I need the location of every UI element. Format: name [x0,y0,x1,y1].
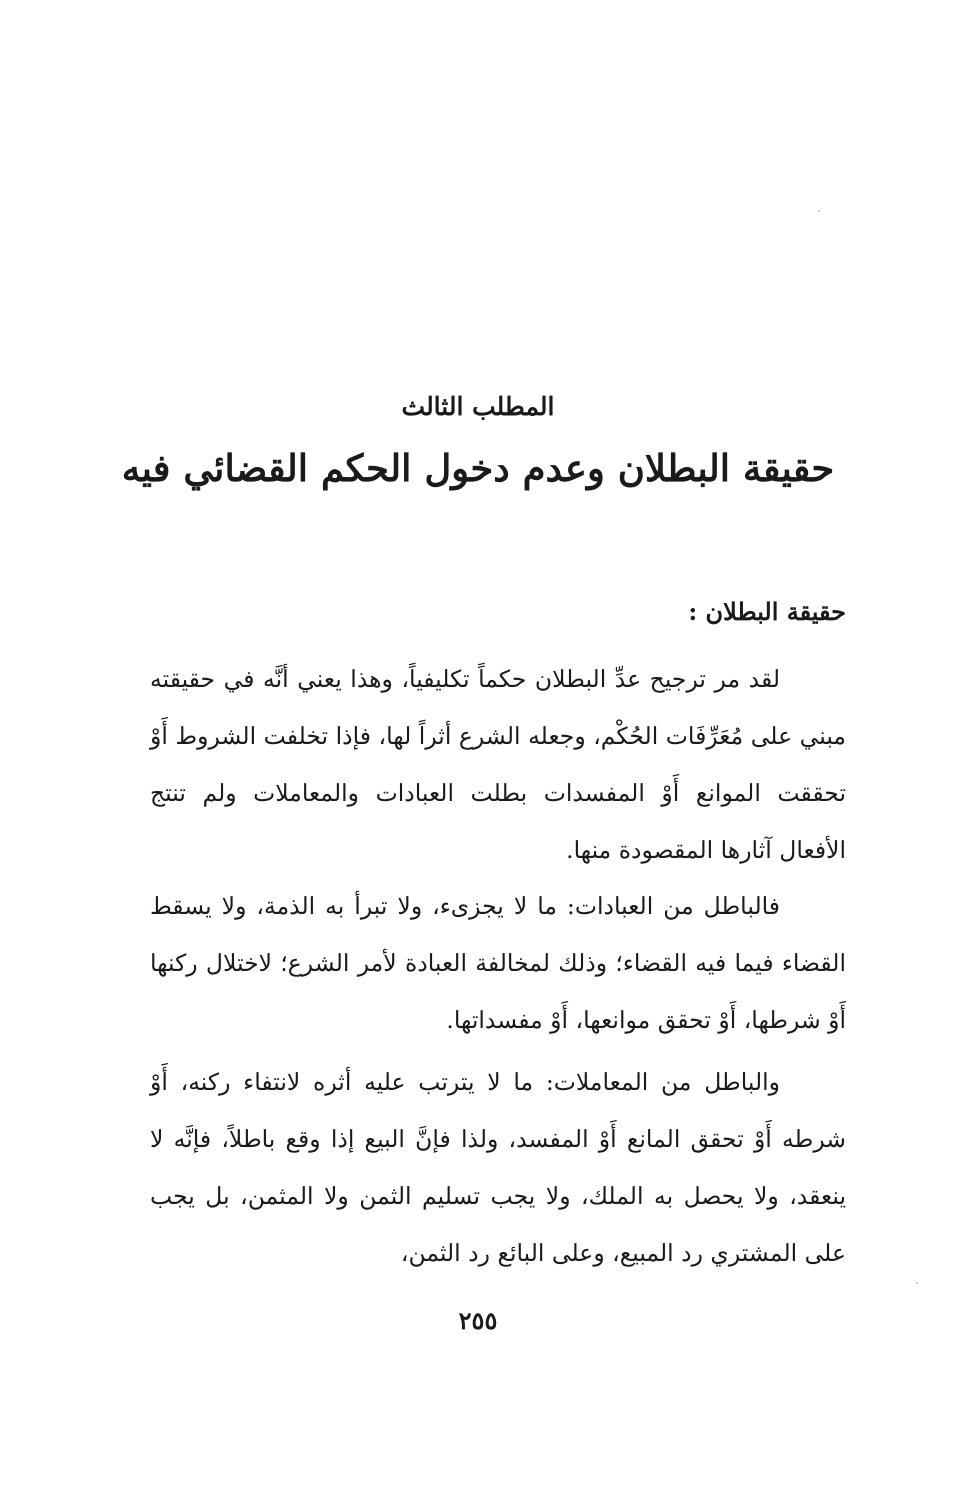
subheading: حقيقة البطلان : [688,597,846,626]
paragraph: والباطل من المعاملات: ما لا يترتب عليه أثره لانتفاء ركنه، أَوْ شرطه أَوْ تحقق المانع أَوْ المفسد، ولذا فإنَّ البيع إذا وقع باطلاً، فإنَّه لا ينعقد، ولا يحصل به الملك، ولا يجب تسليم الثمن ولا المثمن، بل يجب على المشتري رد المبيع، وعلى البائع رد الثمن، [150,1068,846,1267]
paragraph-2-block [150,878,846,1049]
scan-speck [818,210,820,212]
paragraph-1-block [150,651,846,879]
paragraph: لقد مر ترجيح عدِّ البطلان حكماً تكليفياً، وهذا يعني أنَّه في حقيقته مبني على مُعَرِّفَات الحُكْم، وجعله الشرع أثراً لها، فإذا تخلفت الشروط أَوْ تحققت الموانع أَوْ المفسدات بطلت العبادات والمعاملات ولم تنتج الأفعال آثارها المقصودة منها. [150,665,846,864]
scan-speck [916,1282,918,1284]
paragraph: فالباطل من العبادات: ما لا يجزىء، ولا تبرأ به الذمة، ولا يسقط القضاء فيما فيه القضاء؛ وذلك لمخالفة العبادة لأمر الشرع؛ لاختلال ركنها أَوْ شرطها، أَوْ تحقق موانعها، أَوْ مفسداتها. [150,892,846,1034]
page-number: ٢٥٥ [458,1306,498,1335]
chapter-title: حقيقة البطلان وعدم دخول الحكم القضائي فيه [121,446,835,490]
paragraph-3-block [150,1054,846,1282]
section-label: المطلب الثالث [401,392,555,421]
